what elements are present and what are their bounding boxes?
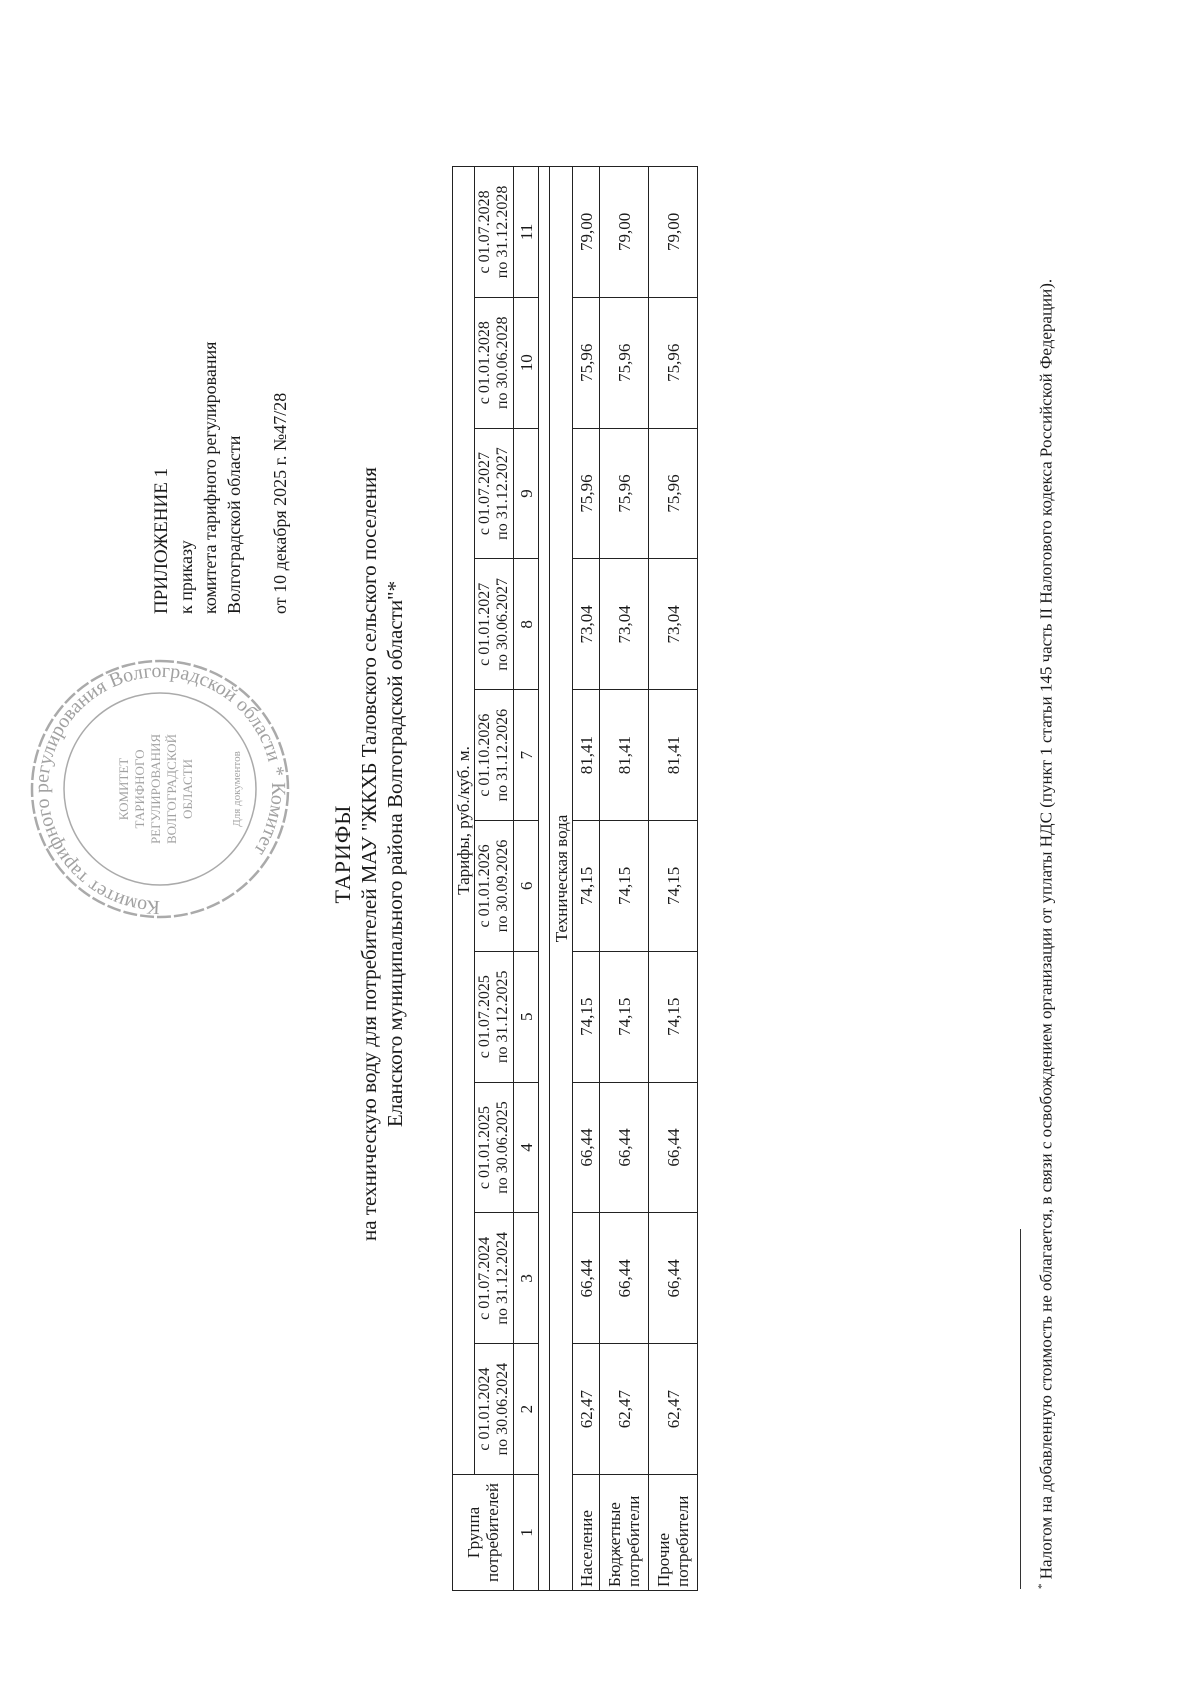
period-from: с 01.01.2024 <box>476 1367 493 1451</box>
tariff-value-cell: 66,44 <box>600 1213 649 1344</box>
column-number-cell: 1 <box>514 1475 539 1591</box>
tariff-value-cell: 74,15 <box>573 951 600 1082</box>
tariff-value-cell: 66,44 <box>649 1082 698 1213</box>
period-header-cell <box>475 1344 514 1475</box>
tariff-value-cell: 79,00 <box>600 167 649 298</box>
tariff-value-cell: 74,15 <box>649 821 698 952</box>
period-from: с 01.01.2026 <box>476 844 493 928</box>
footnote <box>1030 159 1059 1589</box>
stamp-center-line: КОМИТЕТ <box>116 757 131 821</box>
column-number-cell: 8 <box>514 559 539 690</box>
appendix-committee-line: комитета тарифного регулирования <box>200 341 220 614</box>
footnote-text: Налогом на добавленную стоимость не облагается, в связи с освобождением организации от уплаты НДС (пункт 1 статьи 145 часть II Налогового кодекса Российской Федерации). <box>1036 278 1056 1580</box>
tariff-value-cell: 74,15 <box>600 951 649 1082</box>
period-from: с 01.01.2027 <box>476 582 493 666</box>
consumer-group-cell: Население <box>573 1475 600 1591</box>
column-number-cell: 6 <box>514 821 539 952</box>
document-heading <box>330 334 408 1374</box>
period-header-cell <box>475 1082 514 1213</box>
period-from: с 01.01.2025 <box>476 1105 493 1190</box>
period-from: с 01.07.2027 <box>476 451 493 536</box>
tariff-value-cell: 75,96 <box>600 428 649 559</box>
period-to: по 30.06.2027 <box>494 578 511 671</box>
table-header-row <box>453 167 475 1591</box>
period-from: с 01.10.2026 <box>476 713 493 797</box>
table-row <box>573 167 600 1591</box>
tariff-value-cell: 81,41 <box>600 690 649 821</box>
period-header-cell <box>475 428 514 559</box>
column-number-cell: 2 <box>514 1344 539 1475</box>
period-header-row <box>475 167 514 1591</box>
stamp-center-text <box>116 734 195 844</box>
column-number-cell: 4 <box>514 1082 539 1213</box>
tariff-value-cell: 62,47 <box>600 1344 649 1475</box>
appendix-date: от 10 декабря 2025 г. №47/28 <box>270 392 290 614</box>
tariff-value-cell: 74,15 <box>600 821 649 952</box>
appendix-block <box>150 342 292 614</box>
period-from: с 01.07.2025 <box>476 975 493 1059</box>
appendix-region-line: Волгоградской области <box>224 435 244 614</box>
tariff-table <box>452 166 698 1591</box>
column-number-cell: 11 <box>514 167 539 298</box>
tariff-value-cell: 73,04 <box>649 559 698 690</box>
appendix-order-line: к приказу <box>176 540 196 614</box>
column-number-cell: 10 <box>514 297 539 428</box>
period-to: по 30.09.2026 <box>494 839 511 933</box>
period-header-cell <box>475 559 514 690</box>
column-number-cell: 5 <box>514 951 539 1082</box>
stamp-center-line: ОБЛАСТИ <box>180 758 195 820</box>
period-to: по 31.12.2024 <box>494 1232 511 1325</box>
stamp-inner-text: Для документов <box>231 751 243 827</box>
tariff-value-cell: 81,41 <box>649 690 698 821</box>
tariff-value-cell: 66,44 <box>573 1213 600 1344</box>
column-number-cell: 7 <box>514 690 539 821</box>
footnote-divider <box>1020 1229 1021 1589</box>
stamp-ring-text: Комитет тарифного регулирования Волгоградской области * Комитет <box>30 659 290 919</box>
tariff-value-cell: 81,41 <box>573 690 600 821</box>
table-row <box>649 167 698 1591</box>
tariff-value-cell: 79,00 <box>649 167 698 298</box>
tariff-value-cell: 75,96 <box>649 297 698 428</box>
tariff-value-cell: 73,04 <box>573 559 600 690</box>
official-stamp <box>25 654 295 924</box>
spacer-cell <box>539 167 550 1591</box>
tariff-value-cell: 66,44 <box>573 1082 600 1213</box>
document-subtitle-line1: на техническую воду для потребителей МАУ "ЖКХБ Таловского сельского поселения <box>357 467 381 1241</box>
period-header-cell <box>475 951 514 1082</box>
period-to: по 31.12.2026 <box>494 708 511 802</box>
period-from: с 01.07.2028 <box>476 190 493 274</box>
footnote-marker: * <box>1036 1583 1048 1589</box>
stamp-center-line: ВОЛГОГРАДСКОЙ <box>164 734 179 844</box>
period-to: по 30.06.2028 <box>494 316 511 410</box>
tariff-value-cell: 75,96 <box>573 297 600 428</box>
period-header-cell <box>475 821 514 952</box>
document-subtitle-line2: Еланского муниципального района Волгоградской области"* <box>383 580 407 1128</box>
tariff-value-cell: 73,04 <box>600 559 649 690</box>
period-from: с 01.07.2024 <box>476 1236 493 1320</box>
tariffs-header-cell: Тарифы, руб./куб. м. <box>453 167 475 1475</box>
period-from: с 01.01.2028 <box>476 321 493 405</box>
stamp-center-line: РЕГУЛИРОВАНИЯ <box>148 733 163 845</box>
column-number-row <box>514 167 539 1591</box>
tariff-value-cell: 66,44 <box>600 1082 649 1213</box>
tariff-value-cell: 62,47 <box>649 1344 698 1475</box>
consumer-group-cell: Бюджетные потребители <box>600 1475 649 1591</box>
period-to: по 30.06.2024 <box>494 1362 511 1456</box>
period-header-cell <box>475 1213 514 1344</box>
tariff-value-cell: 74,15 <box>573 821 600 952</box>
period-header-cell <box>475 297 514 428</box>
section-title-cell: Техническая вода <box>550 167 573 1591</box>
document-title: ТАРИФЫ <box>330 804 355 904</box>
appendix-title: ПРИЛОЖЕНИЕ 1 <box>151 467 172 614</box>
column-number-cell: 9 <box>514 428 539 559</box>
period-header-cell <box>475 167 514 298</box>
table-row <box>600 167 649 1591</box>
tariff-value-cell: 66,44 <box>649 1213 698 1344</box>
consumer-group-cell: Прочие потребители <box>649 1475 698 1591</box>
period-header-cell <box>475 690 514 821</box>
tariff-value-cell: 75,96 <box>573 428 600 559</box>
stamp-center-line: ТАРИФНОГО <box>132 749 147 829</box>
period-to: по 31.12.2027 <box>494 447 511 540</box>
column-number-cell: 3 <box>514 1213 539 1344</box>
period-to: по 31.12.2028 <box>494 185 511 279</box>
tariff-value-cell: 75,96 <box>600 297 649 428</box>
tariff-value-cell: 62,47 <box>573 1344 600 1475</box>
period-to: по 31.12.2025 <box>494 970 511 1063</box>
group-header-cell: Группа потребителей <box>453 1475 514 1591</box>
section-row <box>550 167 573 1591</box>
tariff-value-cell: 74,15 <box>649 951 698 1082</box>
tariff-value-cell: 79,00 <box>573 167 600 298</box>
spacer-row <box>539 167 550 1591</box>
tariff-value-cell: 75,96 <box>649 428 698 559</box>
period-to: по 30.06.2025 <box>494 1101 511 1194</box>
